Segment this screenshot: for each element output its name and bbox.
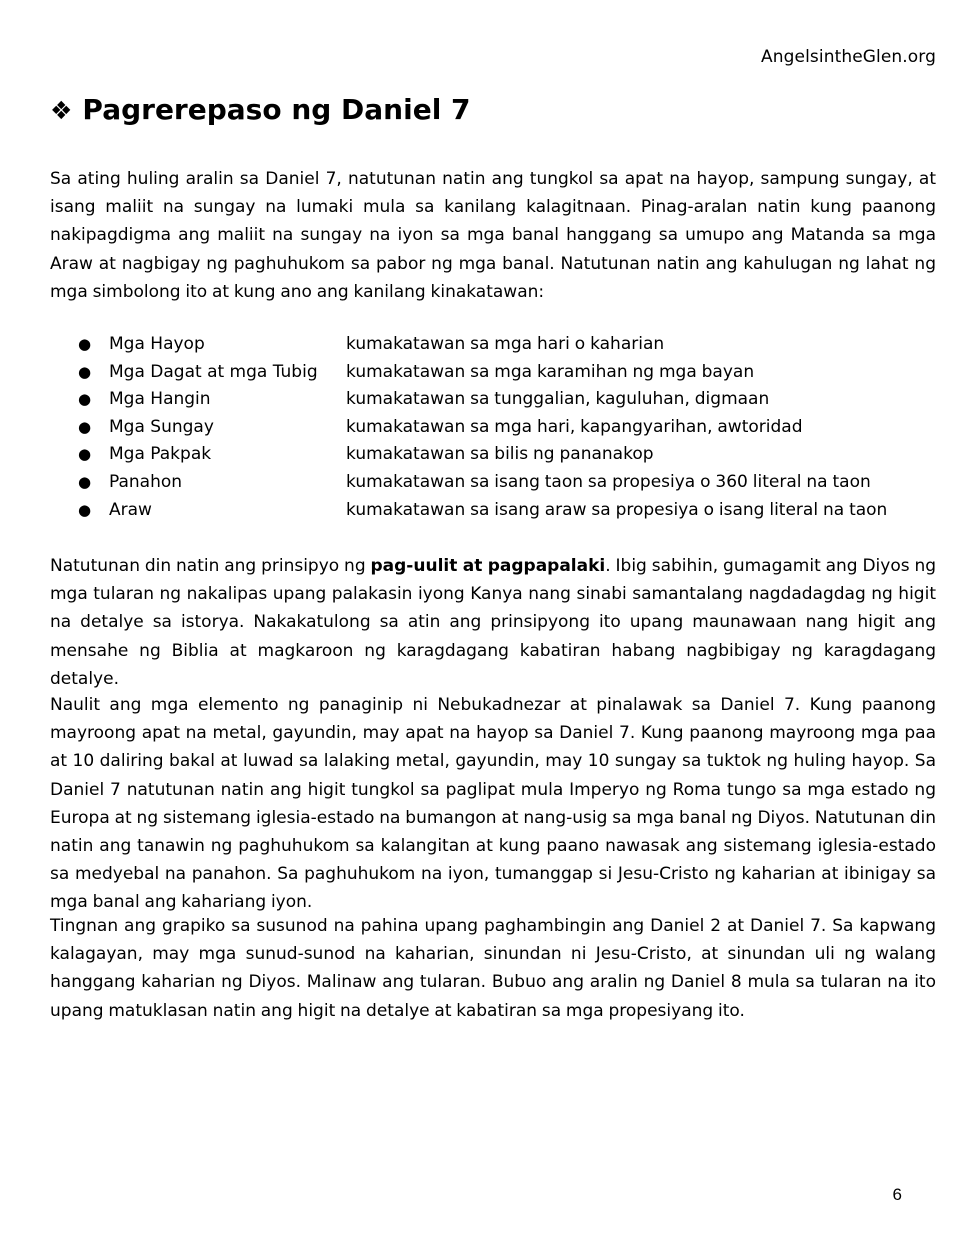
symbol-meaning: kumakatawan sa mga hari, kapangyarihan, awtoridad (346, 416, 803, 437)
graphic-reference-paragraph: Tingnan ang grapiko sa susunod na pahina upang paghambingin ang Daniel 2 at Daniel 7. Sa kapwang kalagayan, may mga sunud-sunod na kaharian, sinundan ni Jesu-Cristo, at sinundan uli ng walang hanggang kaharian ng Diyos. Malinaw ang tularan. Bubuo ang aralin ng Daniel 8 mula sa tularan na ito upang matuklasan natin ang higit na detalye at kabatiran sa mga propesiyang ito. (50, 916, 936, 1021)
bullet-icon: ● (78, 472, 92, 491)
symbol-term: Mga Sungay (109, 416, 214, 437)
site-header: AngelsintheGlen.org (761, 47, 936, 67)
symbol-term: Mga Pakpak (109, 444, 212, 465)
list-item (78, 469, 887, 497)
symbol-term: Mga Hangin (109, 389, 211, 410)
list-item (78, 359, 887, 387)
bullet-icon: ● (78, 362, 92, 381)
diamond-ornament-icon: ❖ (50, 95, 73, 125)
bullet-icon: ● (78, 417, 92, 436)
symbol-meaning: kumakatawan sa tunggalian, kaguluhan, digmaan (346, 389, 770, 410)
symbol-list (78, 331, 887, 524)
intro-paragraph: Sa ating huling aralin sa Daniel 7, natutunan natin ang tungkol sa apat na hayop, sampung sungay, at isang maliit na sungay na lumaki mula sa kanilang kalagitnaan. Pinag-aralan natin kung paanong nakipagdigma ang maliit na sungay na iyon sa mga banal hanggang sa umupo ang Matanda sa mga Araw at nagbigay ng paghuhukom sa pabor ng mga banal. Natutunan natin ang kahulugan ng lahat ng mga simbolong ito at kung ano ang kanilang kinakatawan: (50, 169, 936, 302)
bullet-icon: ● (78, 335, 92, 353)
repetition-paragraph: Naulit ang mga elemento ng panaginip ni Nebukadnezar at pinalawak sa Daniel 7. Kung paanong mayroong apat na metal, gayundin, may apat na hayop sa Daniel 7. Kung paanong mayroong mga paa at 10 daliring bakal at luwad sa lalaking metal, gayundin, may 10 sungay sa tuktok ng huling hayop. Sa Daniel 7 natutunan natin ang higit tungkol sa paglipat mula Imperyo ng Roma tungo sa mga estado ng Europa at ng sistemang iglesia-estado na bumangon at nang-usig sa mga banal ng Diyos. Natutunan din natin ang tanawin ng paghuhukom sa kalangitan at kung paano nawasak ang sistemang iglesia-estado sa medyebal na panahon. Sa paghuhukom na iyon, tumanggap si Jesu-Cristo ng kaharian at ibinigay sa mga banal ang kahariang iyon. (50, 695, 936, 913)
symbol-meaning: kumakatawan sa bilis ng pananakop (346, 444, 654, 465)
symbol-term: Araw (109, 499, 152, 520)
symbol-meaning: kumakatawan sa mga hari o kaharian (346, 334, 665, 354)
list-item (78, 386, 887, 414)
principle-text-before: Natutunan din natin ang prinsipyo ng (50, 556, 371, 576)
list-item (78, 497, 887, 525)
symbol-meaning: kumakatawan sa mga karamihan ng mga bayan (346, 361, 755, 382)
list-item (78, 441, 887, 469)
principle-text-after: . Ibig sabihin, gumagamit ang Diyos ng mga tularan ng nakalipas upang palakasin iyong Kanya nang sinabi samantalang nagdadagdag ng higit na detalye sa istorya. Nakakatulong sa atin ang prinsipyong ito upang maunawaan nang higit ang mensahe ng Biblia at magkaroon ng karagdagang kabatiran habang nagbibigay ng karagdagang detalye. (50, 556, 937, 689)
bullet-icon: ● (78, 500, 92, 519)
principle-paragraph (50, 552, 936, 693)
symbol-term: Mga Hayop (109, 334, 205, 354)
page-number: 6 (892, 1185, 902, 1204)
symbol-meaning: kumakatawan sa isang araw sa propesiya o isang literal na taon (346, 499, 888, 520)
symbol-meaning: kumakatawan sa isang taon sa propesiya o 360 literal na taon (346, 471, 871, 492)
bullet-icon: ● (78, 390, 92, 409)
page-title: Pagrerepaso ng Daniel 7 (82, 93, 471, 126)
bullet-icon: ● (78, 445, 92, 464)
section-heading (50, 93, 471, 126)
list-item (78, 331, 887, 359)
symbol-term: Panahon (109, 471, 183, 492)
list-item (78, 414, 887, 442)
symbol-term: Mga Dagat at mga Tubig (109, 361, 318, 382)
principle-term: pag-uulit at pagpapalaki (370, 556, 606, 576)
